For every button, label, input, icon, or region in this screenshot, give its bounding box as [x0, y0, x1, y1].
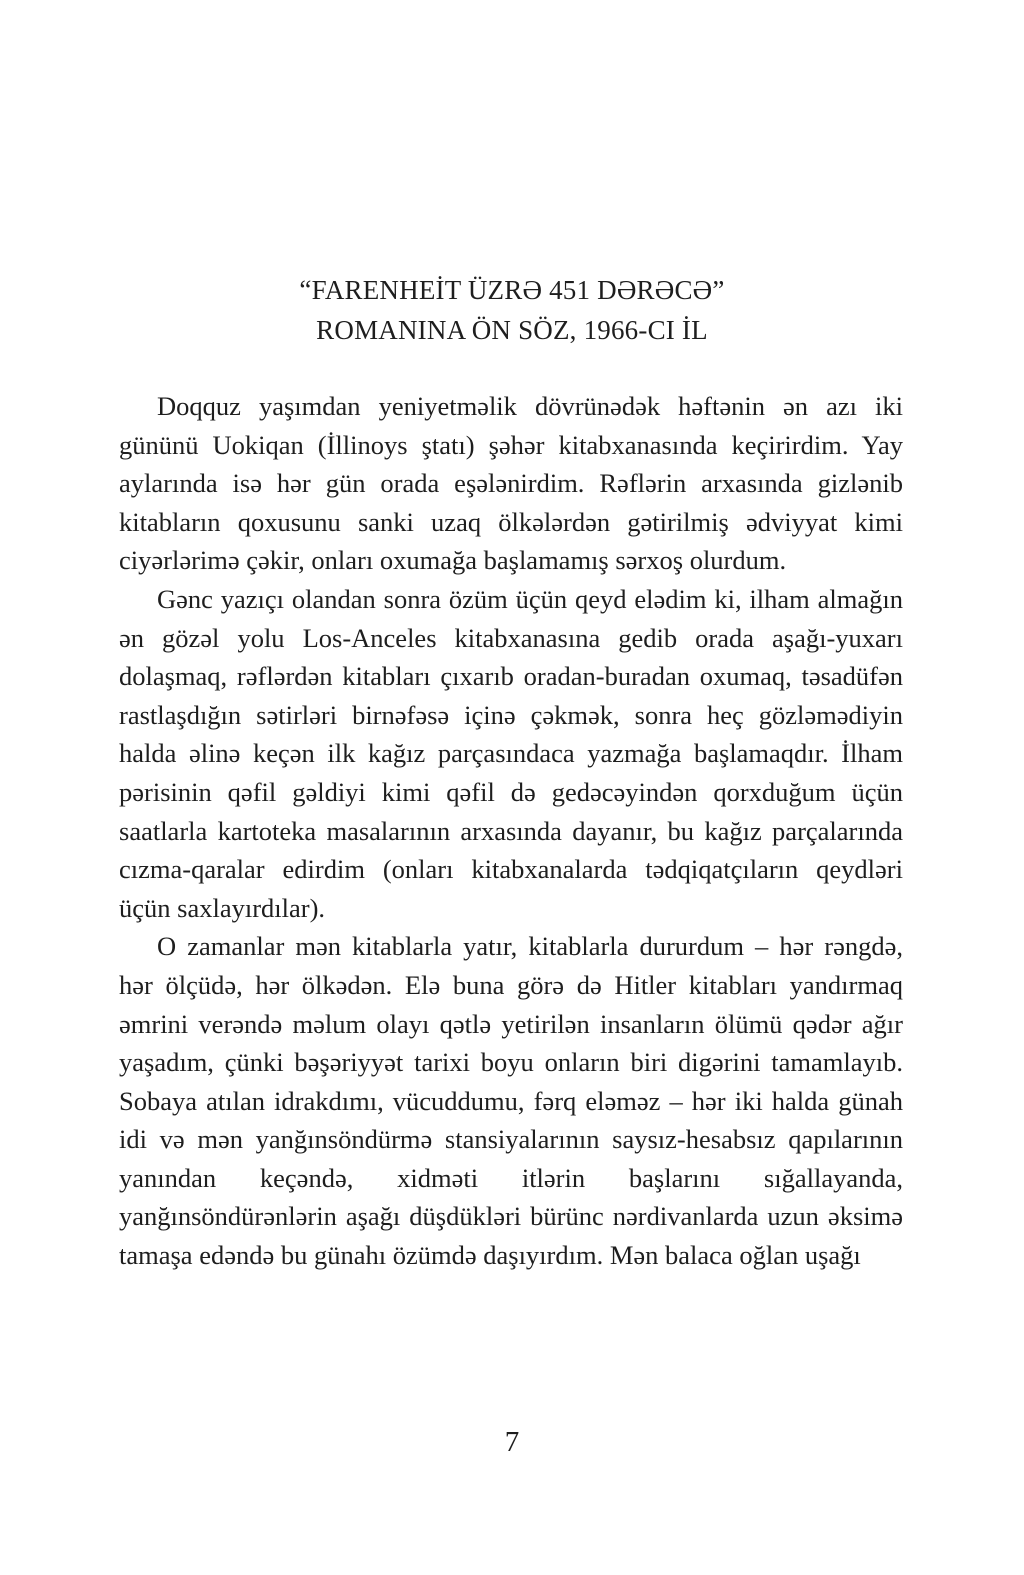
- chapter-title-line-2: ROMANINA ÖN SÖZ, 1966-CI İL: [316, 315, 708, 345]
- body-text: [119, 387, 903, 1275]
- paragraph-1: Doqquz yaşımdan yeniyetməlik dövrünədək həftənin ən azı iki gününü Uokiqan (İllinoys ştatı) şəhər kitabxanasında keçirirdim. Yay aylarında isə hər gün orada eşələnirdim. Rəflərin arxasında gizlənib kitabların qoxusunu sanki uzaq ölkələrdən gətirilmiş ədviyyat kimi ciyərlərimə çəkir, onları oxumağa başlamamış sərxoş olurdum.: [119, 391, 903, 576]
- paragraph-2: Gənc yazıçı olandan sonra özüm üçün qeyd elədim ki, ilham almağın ən gözəl yolu Los-Anceles kitabxanasına gedib orada aşağı-yuxarı dolaşmaq, rəflərdən kitabları çıxarıb oradan-buradan oxumaq, təsadüfən rastlaşdığın sətirləri birnəfəsə içinə çəkmək, sonra heç gözləmədiyin halda əlinə keçən ilk kağız parçasındaca yazmağa başlamaqdır. İlham pərisinin qəfil gəldiyi kimi qəfil də gedəcəyindən qorxduğum üçün saatlarla kartoteka masalarının arxasında dayanır, bu kağız parçalarında cızma-qaralar edirdim (onları kitabxanalarda tədqiqatçıların qeydləri üçün saxlayırdılar).: [119, 583, 903, 923]
- chapter-title-line-1: “FARENHEİT ÜZRƏ 451 DƏRƏCƏ”: [299, 275, 725, 305]
- chapter-title: [0, 270, 1024, 350]
- page-number: 7: [504, 1426, 520, 1458]
- paragraph-3: O zamanlar mən kitablarla yatır, kitablarla dururdum – hər rəngdə, hər ölçüdə, hər ölkədən. Elə buna görə də Hitler kitabları yandırmaq əmrini verəndə məlum olayı qətlə yetirilən insanların ölümü qədər ağır yaşadım, çünki bəşəriyyət tarixi boyu onların biri digərini tamamlayıb. Sobaya atılan idrakdımı, vücuddumu, fərq eləməz – hər iki halda günah idi və mən yanğınsöndürmə stansiyalarının saysız-hesabsız qapılarının yanından keçəndə, xidməti itlərin başlarını sığallayanda, yanğınsöndürənlərin aşağı düşdükləri bürünc nərdivanlarda uzun əksimə tamaşa edəndə bu günahı özümdə daşıyırdım. Mən balaca oğlan uşağı: [119, 931, 903, 1271]
